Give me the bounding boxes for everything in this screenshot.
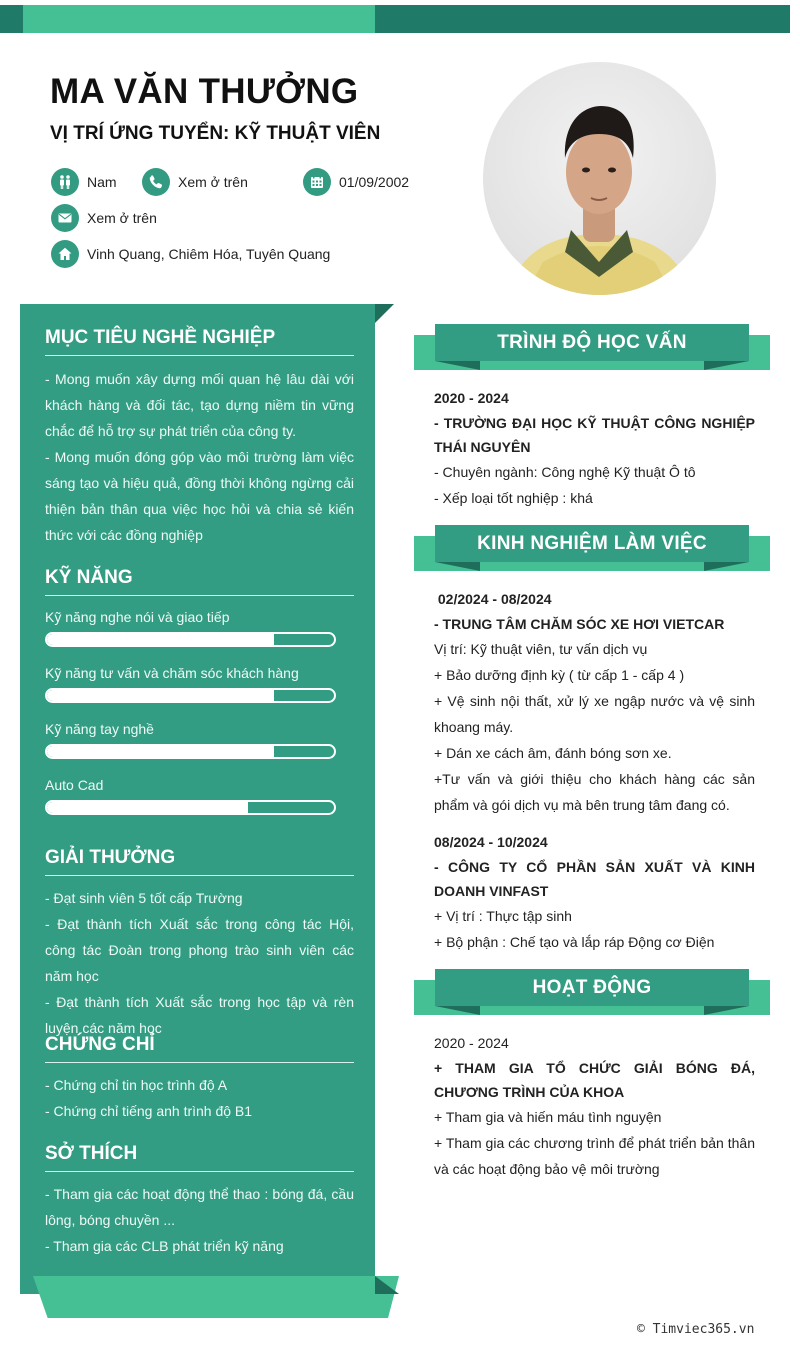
awards-title: GIẢI THƯỞNG — [45, 847, 176, 868]
gender-icon — [51, 168, 79, 196]
skill-label: Kỹ năng tư vấn và chăm sóc khách hàng — [45, 665, 299, 681]
education-line: - Chuyên ngành: Công nghệ Kỹ thuật Ô tô — [434, 464, 696, 480]
birthday-text: 01/09/2002 — [339, 174, 410, 190]
skill-bar-fill — [47, 802, 248, 813]
left-column-bottom-strip — [33, 1276, 399, 1318]
email-icon — [51, 204, 79, 232]
hobbies-text — [45, 1181, 354, 1259]
education-date: 2020 - 2024 — [434, 390, 509, 406]
award-line: - Đạt thành tích Xuất sắc trong công tác Hội, công tác Đoàn trong phong trào sinh viên các năm học — [45, 916, 354, 984]
skill-label: Kỹ năng nghe nói và giao tiếp — [45, 609, 230, 625]
activities-heading: + THAM GIA TỔ CHỨC GIẢI BÓNG ĐÁ, CHƯƠNG TRÌNH CỦA KHOA — [434, 1060, 755, 1100]
certificate-line: - Chứng chỉ tin học trình độ A — [45, 1077, 228, 1093]
awards-text — [45, 885, 354, 1041]
info-gender — [51, 168, 117, 196]
candidate-name: MA VĂN THƯỞNG — [50, 72, 359, 111]
calendar-icon — [303, 168, 331, 196]
top-bar-accent — [23, 5, 375, 33]
activities-line: + Tham gia và hiến máu tình nguyện — [434, 1109, 662, 1125]
skill-label: Auto Cad — [45, 777, 104, 793]
job-line: +Tư vấn và giới thiệu cho khách hàng các sản phẩm và gói dịch vụ mà bên trung tâm đang có. — [434, 771, 755, 813]
skill-bar-fill — [47, 690, 274, 701]
home-icon — [51, 240, 79, 268]
job-date: 02/2024 - 08/2024 — [434, 591, 552, 607]
applied-position: VỊ TRÍ ỨNG TUYỂN: KỸ THUẬT VIÊN — [50, 123, 381, 144]
info-phone — [142, 168, 248, 196]
certificates-text — [45, 1072, 354, 1124]
skills-divider — [45, 595, 354, 596]
gender-text: Nam — [87, 174, 117, 190]
objective-line: - Mong muốn xây dựng mối quan hệ lâu dài với khách hàng và đối tác, tạo dựng niềm tin vững chắc để hỗ trợ sự phát triển của công ty. — [45, 371, 354, 439]
job-line: Vị trí: Kỹ thuật viên, tư vấn dịch vụ — [434, 641, 648, 657]
education-title: TRÌNH ĐỘ HỌC VẤN — [435, 324, 749, 361]
skill-bar-fill — [47, 634, 274, 645]
activities-line: + Tham gia các chương trình để phát triển bản thân và các hoạt động bảo vệ môi trường — [434, 1135, 755, 1177]
job-line: + Dán xe cách âm, đánh bóng sơn xe. — [434, 745, 672, 761]
objective-line: - Mong muốn đóng góp vào môi trường làm việc sáng tạo và hiệu quả, đồng thời không ngừng cải thiện bản thân qua việc học hỏi và chia sẻ kiến thức với các đồng nghiệp — [45, 449, 354, 543]
experience-ribbon — [414, 525, 770, 571]
activities-block — [434, 1030, 755, 1182]
phone-text: Xem ở trên — [178, 174, 248, 190]
activities-date: 2020 - 2024 — [434, 1035, 509, 1051]
left-column-bottom-fold — [375, 1276, 399, 1294]
education-school: - TRƯỜNG ĐẠI HỌC KỸ THUẬT CÔNG NGHIỆP THÁI NGUYÊN — [434, 415, 755, 455]
experience-job-1 — [434, 586, 755, 818]
education-ribbon — [414, 324, 770, 370]
info-birthday — [303, 168, 409, 196]
job-company: - TRUNG TÂM CHĂM SÓC XE HƠI VIETCAR — [434, 616, 725, 632]
address-text: Vinh Quang, Chiêm Hóa, Tuyên Quang — [87, 246, 331, 262]
experience-job-2 — [434, 829, 755, 955]
info-address — [51, 240, 330, 268]
objective-title: MỤC TIÊU NGHỀ NGHIỆP — [45, 327, 276, 348]
job-date: 08/2024 - 10/2024 — [434, 834, 548, 850]
footer-copyright: © Timviec365.vn — [637, 1322, 755, 1337]
hobbies-divider — [45, 1171, 354, 1172]
objective-divider — [45, 355, 354, 356]
experience-title: KINH NGHIỆM LÀM VIỆC — [435, 525, 749, 562]
left-column-fold — [375, 304, 394, 323]
hobby-line: - Tham gia các hoạt động thể thao : bóng đá, cầu lông, bóng chuyền ... — [45, 1186, 354, 1228]
certificates-divider — [45, 1062, 354, 1063]
activities-title: HOẠT ĐỘNG — [435, 969, 749, 1006]
award-line: - Đạt sinh viên 5 tốt cấp Trường — [45, 890, 243, 906]
awards-divider — [45, 875, 354, 876]
profile-photo — [483, 62, 716, 295]
certificate-line: - Chứng chỉ tiếng anh trình độ B1 — [45, 1103, 253, 1119]
job-line: + Vị trí : Thực tập sinh — [434, 908, 572, 924]
skill-bar — [45, 688, 336, 703]
objective-text — [45, 366, 354, 548]
award-line: - Đạt thành tích Xuất sắc trong học tập và rèn luyện các năm học — [45, 994, 354, 1036]
email-text: Xem ở trên — [87, 210, 157, 226]
job-line: + Bộ phận : Chế tạo và lắp ráp Động cơ Điện — [434, 934, 715, 950]
skills-title: KỸ NĂNG — [45, 567, 133, 588]
certificates-title: CHỨNG CHỈ — [45, 1034, 155, 1055]
job-line: + Vệ sinh nội thất, xử lý xe ngập nước và vệ sinh khoang máy. — [434, 693, 755, 735]
hobbies-title: SỞ THÍCH — [45, 1143, 138, 1164]
skill-bar-fill — [47, 746, 274, 757]
education-block — [434, 385, 755, 511]
job-line: + Bảo dưỡng định kỳ ( từ cấp 1 - cấp 4 ) — [434, 667, 685, 683]
skill-bar — [45, 632, 336, 647]
job-company: - CÔNG TY CỔ PHẦN SẢN XUẤT VÀ KINH DOANH VINFAST — [434, 859, 755, 899]
hobby-line: - Tham gia các CLB phát triển kỹ năng — [45, 1238, 284, 1254]
activities-ribbon — [414, 969, 770, 1015]
skill-bar — [45, 800, 336, 815]
phone-icon — [142, 168, 170, 196]
info-email — [51, 204, 157, 232]
education-line: - Xếp loại tốt nghiệp : khá — [434, 490, 593, 506]
skill-bar — [45, 744, 336, 759]
skill-label: Kỹ năng tay nghề — [45, 721, 154, 737]
